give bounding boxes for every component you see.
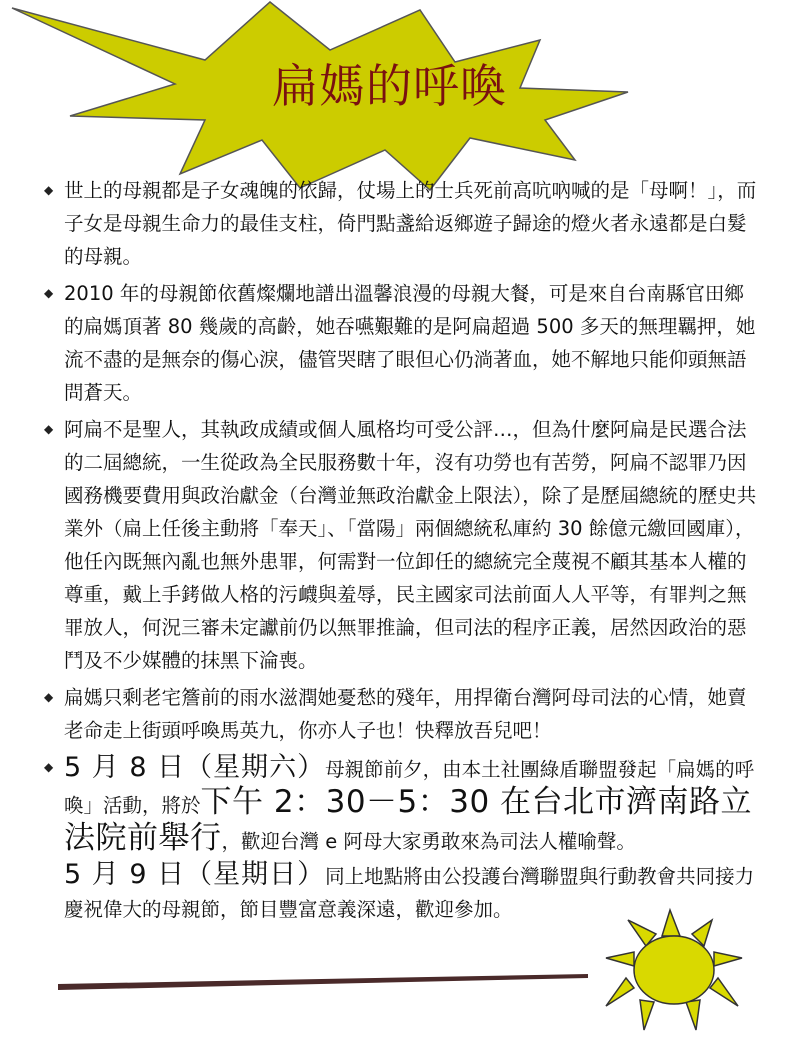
event-paragraph bbox=[38, 751, 760, 926]
paragraph-1 bbox=[38, 174, 760, 273]
paragraph-3-text: 阿扁不是聖人，其執政成績或個人風格均可受公評…，但為什麼阿扁是民選合法的二屆總統，一生從政為全民服務數十年，沒有功勞也有苦勞，阿扁不認罪乃因國務機要費用與政治獻金（台灣並無政治獻金上限法），除了是歷屆總統的歷史共業外（扁上任後主動將「奉天」、「當陽」兩個總統私庫約 30 餘億元繳回國庫），他任內既無內亂也無外患罪，何需對一位卸任的總統完全蔑視不顧其基本人權的尊重，戴上手銬做人格的污衊與羞辱，民主國家司法前面人人平等，有罪判之無罪放人，何況三審未定讞前仍以無罪推論，但司法的程序正義，居然因政治的惡鬥及不少媒體的抹黑下淪喪。 bbox=[64, 418, 757, 672]
paragraph-4 bbox=[38, 681, 760, 747]
event-date-1: 5 月 8 日（星期六） bbox=[64, 752, 326, 783]
diamond-bullet-icon: ◆ bbox=[44, 286, 54, 300]
event-text-1: 母親節前夕，由本土社團綠盾聯盟發起「扁媽的呼喚」活動，將於 bbox=[64, 758, 755, 817]
paragraph-1-text: 世上的母親都是子女魂魄的依歸，仗場上的士兵死前高吭吶喊的是「母啊！」，而子女是母親生命力的最佳支柱，倚門點盞給返鄉遊子歸途的燈火者永遠都是白髮的母親。 bbox=[64, 179, 757, 268]
diamond-bullet-icon: ◆ bbox=[44, 422, 54, 436]
paragraph-3 bbox=[38, 413, 760, 677]
event-time-place: 下午 2：30－5：30 在台北市濟南路立法院前舉行 bbox=[64, 784, 753, 856]
decorative-bar bbox=[58, 972, 588, 992]
paragraph-2-text: 2010 年的母親節依舊燦爛地譜出溫馨浪漫的母親大餐，可是來自台南縣官田鄉的扁媽頂著 80 幾歲的高齡，她吞嚥艱難的是阿扁超過 500 多天的無理羈押，她流不盡的是無奈的傷心淚，儘管哭瞎了眼但心仍淌著血，她不解地只能仰頭無語問蒼天。 bbox=[64, 282, 756, 404]
event-text-2: ，歡迎台灣 e 阿母大家勇敢來為司法人權喻聲。 bbox=[221, 830, 636, 853]
diamond-bullet-icon: ◆ bbox=[44, 183, 54, 197]
paragraph-2 bbox=[38, 277, 760, 409]
event-date-2: 5 月 9 日（星期日） bbox=[64, 859, 326, 890]
sun-icon bbox=[600, 906, 750, 1034]
article-body bbox=[38, 174, 760, 930]
event-text-3: 同上地點將由公投護台灣聯盟與行動教會共同接力慶祝偉大的母親節，節目豐富意義深遠，歡迎參加。 bbox=[64, 865, 755, 921]
diamond-bullet-icon: ◆ bbox=[44, 690, 54, 704]
page-title: 扁媽的呼喚 bbox=[272, 59, 507, 113]
paragraph-4-text: 扁媽只剩老宅簷前的雨水滋潤她憂愁的殘年，用捍衛台灣阿母司法的心情，她賣老命走上街頭呼喚馬英九，你亦人子也！快釋放吾兒吧！ bbox=[64, 686, 747, 742]
diamond-bullet-icon: ◆ bbox=[44, 760, 54, 774]
